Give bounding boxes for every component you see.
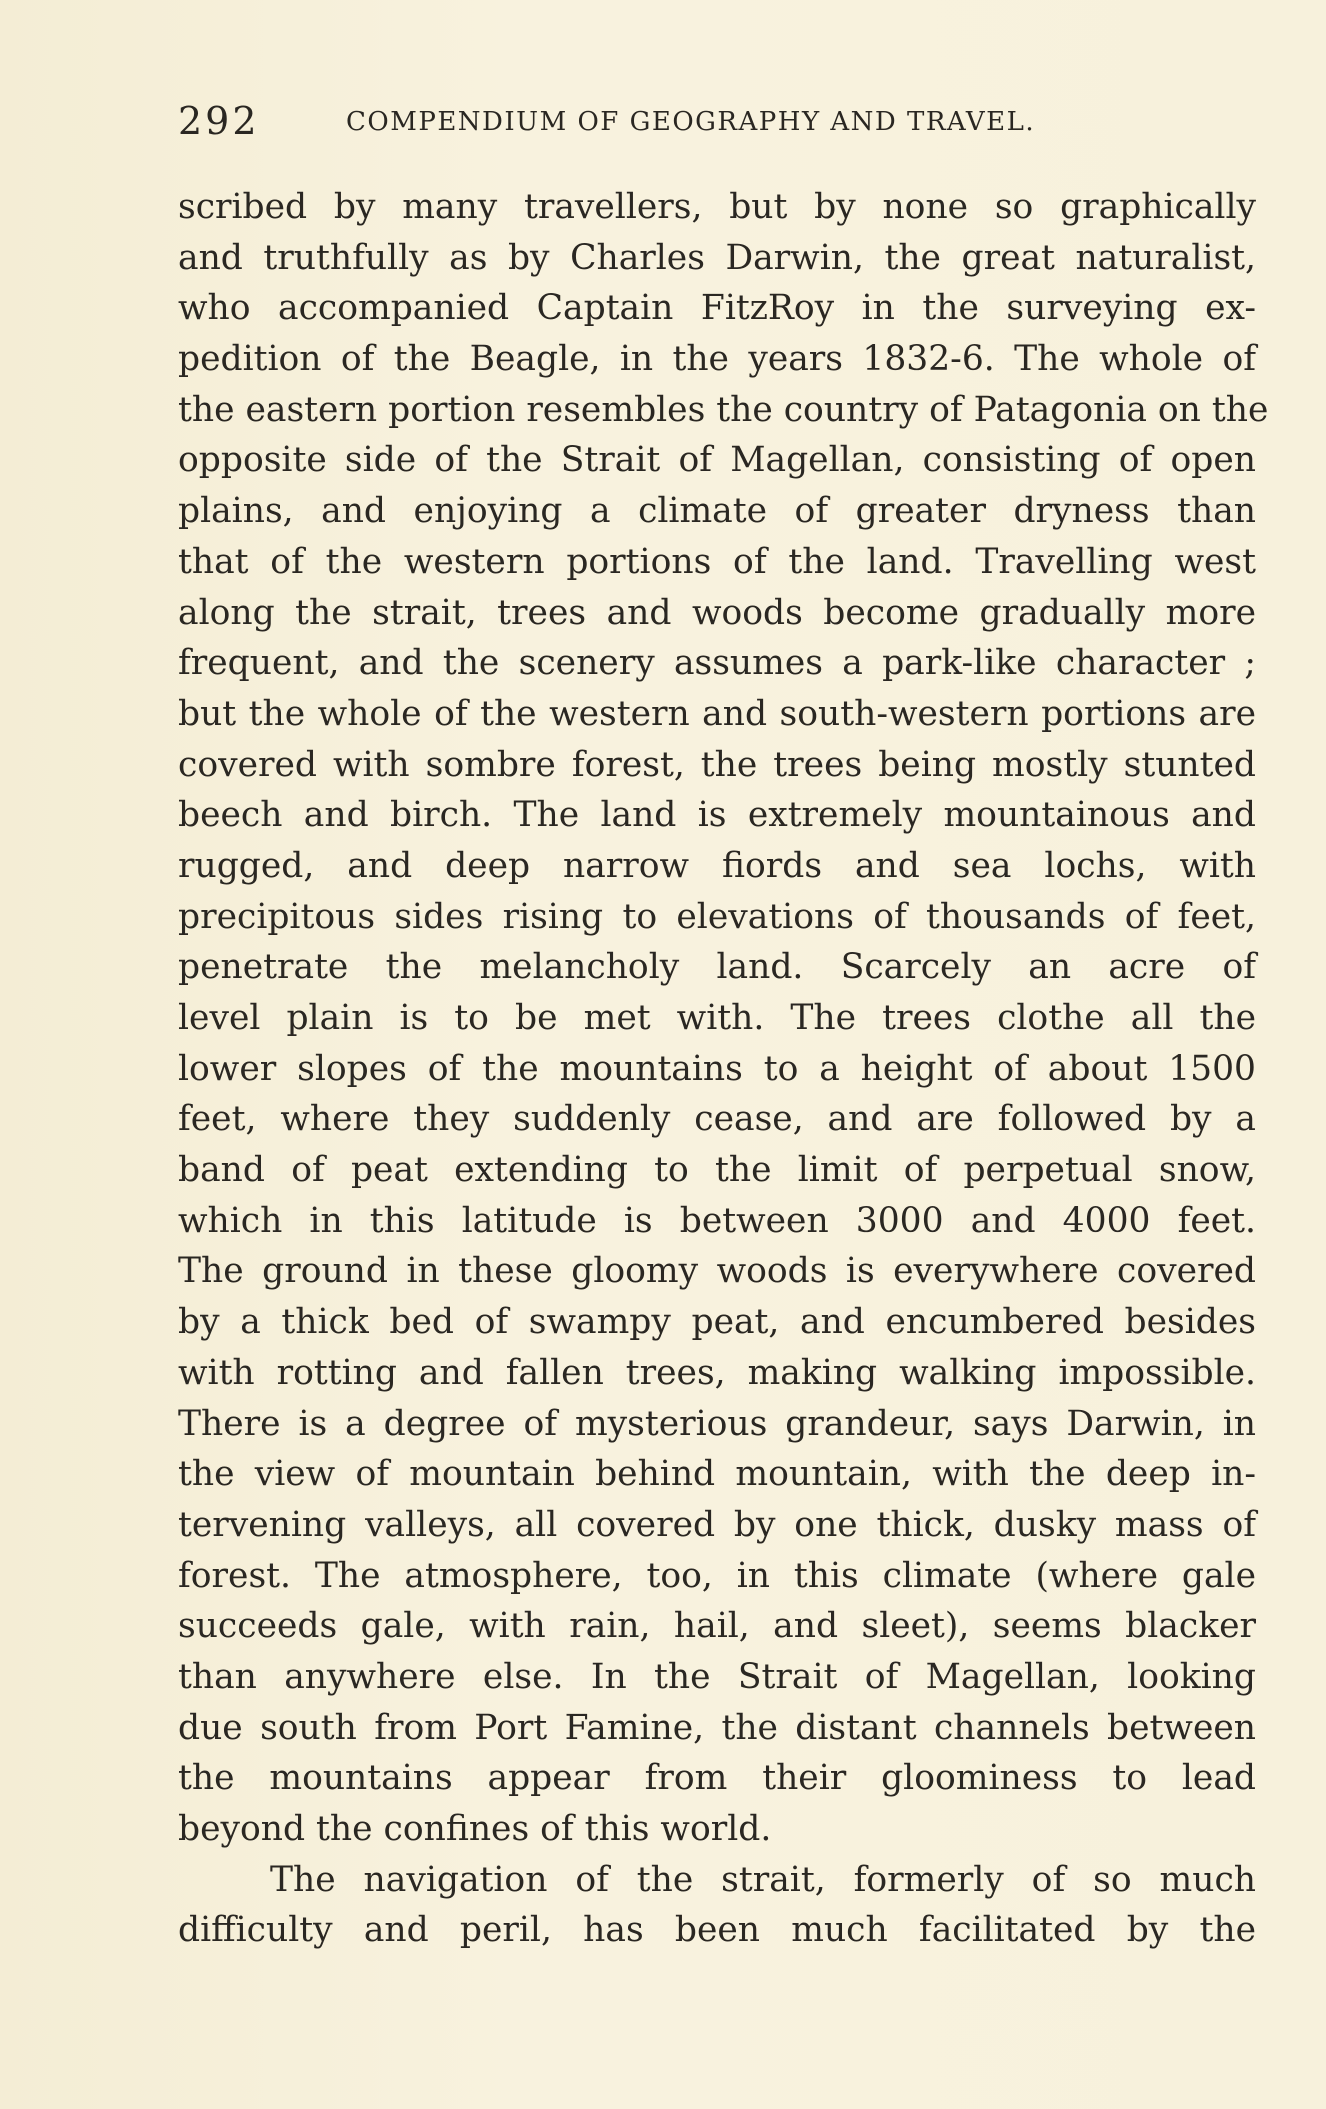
text-line: the view of mountain behind mountain, with the deep in- — [178, 1454, 1256, 1495]
text-line: and truthfully as by Charles Darwin, the great naturalist, — [178, 237, 1256, 278]
running-title: COMPENDIUM OF GEOGRAPHY AND TRAVEL. — [346, 107, 1036, 137]
paragraph-end-line: beyond the confines of this world. — [178, 1809, 772, 1849]
text-line: the eastern portion resembles the country of Patagonia on the — [178, 389, 1269, 430]
text-line: but the whole of the western and south-western portions are — [178, 693, 1256, 734]
text-line: forest. The atmosphere, too, in this climate (where gale — [178, 1555, 1256, 1596]
text-line: level plain is to be met with. The trees clothe all the — [178, 998, 1256, 1038]
text-line: pedition of the Beagle, in the years 1832-6. The whole of — [178, 339, 1256, 380]
text-line: band of peat extending to the limit of perpetual snow, — [178, 1150, 1256, 1191]
text-line: plains, and enjoying a climate of greater dryness than — [178, 491, 1256, 532]
text-line: lower slopes of the mountains to a height of about 1500 — [178, 1048, 1256, 1089]
text-line: who accompanied Captain FitzRoy in the surveying ex- — [178, 288, 1256, 329]
text-line: feet, where they suddenly cease, and are followed by a — [178, 1099, 1256, 1140]
text-line: The ground in these gloomy woods is everywhere covered — [178, 1251, 1256, 1292]
text-line: with rotting and fallen trees, making walking impossible. — [178, 1352, 1256, 1393]
text-line: opposite side of the Strait of Magellan, consisting of open — [178, 440, 1256, 481]
paragraph-start-line: The navigation of the strait, formerly of so much — [270, 1859, 1256, 1900]
text-line: that of the western portions of the land. Travelling west — [178, 541, 1256, 582]
text-line: beech and birch. The land is extremely mountainous and — [178, 795, 1256, 836]
text-line: along the strait, trees and woods become gradually more — [178, 592, 1256, 633]
text-line: covered with sombre forest, the trees being mostly stunted — [178, 744, 1256, 785]
text-line: There is a degree of mysterious grandeur, says Darwin, in — [178, 1403, 1256, 1444]
text-line: penetrate the melancholy land. Scarcely an acre of — [178, 947, 1256, 988]
text-line: rugged, and deep narrow fiords and sea lochs, with — [178, 845, 1256, 886]
text-line: due south from Port Famine, the distant channels between — [178, 1707, 1256, 1748]
text-line: by a thick bed of swampy peat, and encumbered besides — [178, 1302, 1256, 1343]
page-header — [178, 96, 1078, 146]
text-line: than anywhere else. In the Strait of Magellan, looking — [178, 1656, 1256, 1697]
text-line: the mountains appear from their gloominess to lead — [178, 1758, 1256, 1799]
text-line: succeeds gale, with rain, hail, and sleet), seems blacker — [178, 1606, 1256, 1647]
page-number: 292 — [178, 99, 260, 143]
text-line: which in this latitude is between 3000 and 4000 feet. — [178, 1200, 1256, 1241]
text-line: precipitous sides rising to elevations of thousands of feet, — [178, 896, 1256, 937]
text-line: difficulty and peril, has been much facilitated by the — [178, 1910, 1256, 1951]
text-line: tervening valleys, all covered by one thick, dusky mass of — [178, 1504, 1256, 1545]
text-line: scribed by many travellers, but by none so graphically — [178, 187, 1256, 227]
text-line: frequent, and the scenery assumes a park-like character ; — [178, 643, 1256, 684]
body-text — [178, 182, 1269, 1956]
